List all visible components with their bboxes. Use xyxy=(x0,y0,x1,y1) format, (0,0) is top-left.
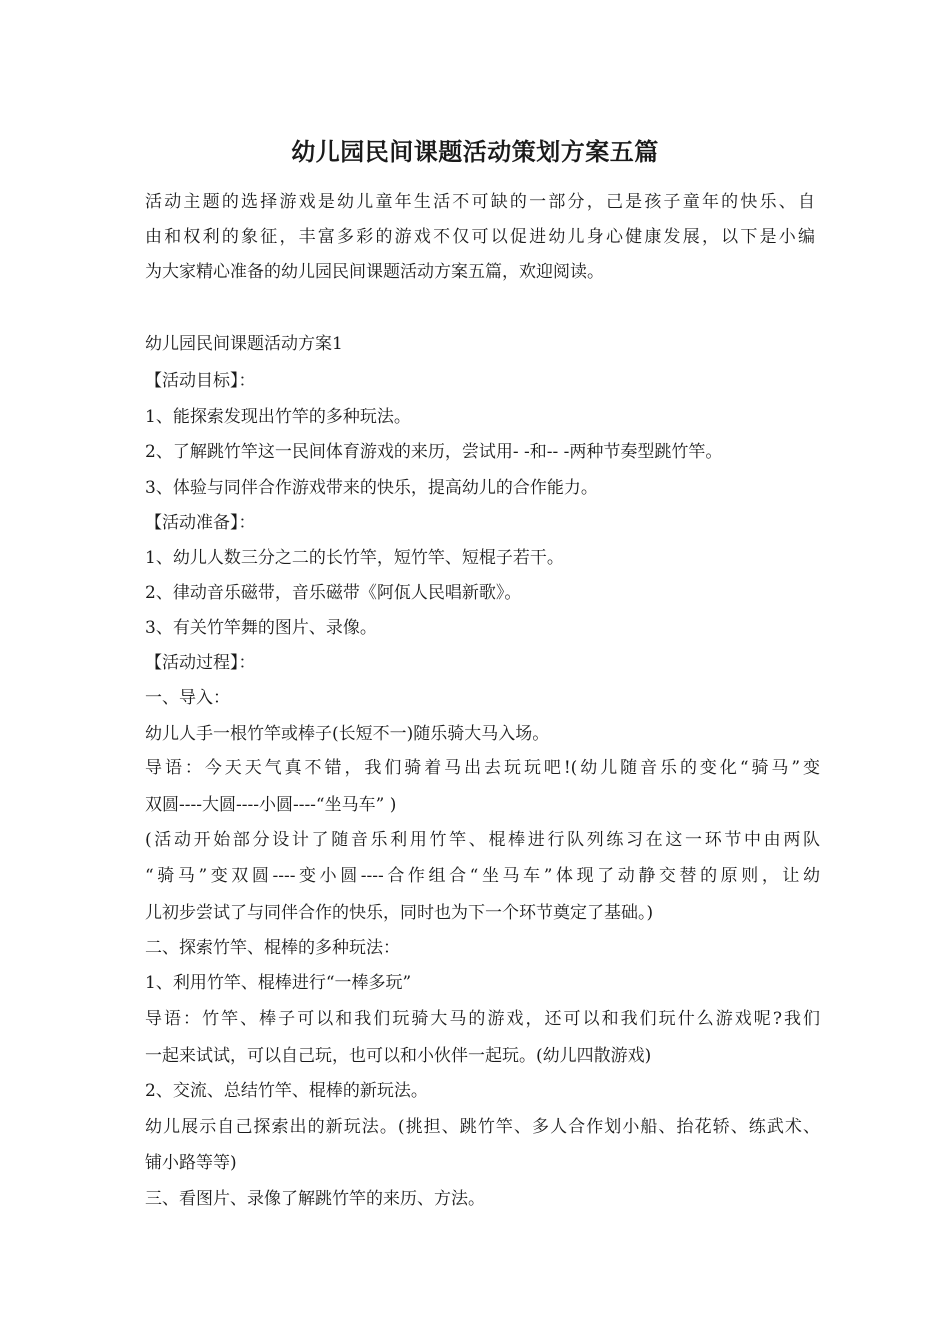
text-line: 三、看图片、录像了解跳竹竿的来历、方法。 xyxy=(145,1189,485,1209)
text-line: 1、能探索发现出竹竿的多种玩法。 xyxy=(145,407,411,427)
text-line: 1、利用竹竿、棍棒进行“一棒多玩” xyxy=(145,973,412,993)
text-line: 一、导入： xyxy=(145,688,230,708)
text-line: 幼儿人手一根竹竿或棒子(长短不一)随乐骑大马入场。 xyxy=(145,724,550,744)
intro-line: 为大家精心准备的幼儿园民间课题活动方案五篇，欢迎阅读。 xyxy=(145,262,604,282)
subsection-heading: 【活动目标】： xyxy=(145,371,256,391)
text-line: 2、律动音乐磁带，音乐磁带《阿佤人民唱新歌》。 xyxy=(145,583,522,603)
text-line: 双圆----大圆----小圆----“坐马车” ) xyxy=(145,795,397,815)
text-line: 幼儿展示自己探索出的新玩法。(挑担、跳竹竿、多人合作划小船、抬花轿、练武术、 xyxy=(145,1117,820,1137)
intro-line: 活动主题的选择游戏是幼儿童年生活不可缺的一部分，己是孩子童年的快乐、自 xyxy=(145,192,815,212)
text-line: 1、幼儿人数三分之二的长竹竿，短竹竿、短棍子若干。 xyxy=(145,548,564,568)
text-line: 3、有关竹竿舞的图片、录像。 xyxy=(145,618,377,638)
text-line: 儿初步尝试了与同伴合作的快乐，同时也为下一个环节奠定了基础。) xyxy=(145,903,654,923)
text-line: 3、体验与同伴合作游戏带来的快乐，提高幼儿的合作能力。 xyxy=(145,478,598,498)
subsection-heading: 【活动准备】： xyxy=(145,513,256,533)
document-title: 幼儿园民间课题活动策划方案五篇 xyxy=(291,137,659,166)
intro-paragraph xyxy=(145,185,815,290)
section-heading: 幼儿园民间课题活动方案1 xyxy=(145,334,343,354)
text-line: 2、了解跳竹竿这一民间体育游戏的来历，尝试用- -和-- -两种节奏型跳竹竿。 xyxy=(145,442,723,462)
text-line: 一起来试试，可以自己玩，也可以和小伙伴一起玩。(幼儿四散游戏) xyxy=(145,1046,652,1066)
text-line: 导语：今天天气真不错，我们骑着马出去玩玩吧!(幼儿随音乐的变化“骑马”变 xyxy=(145,758,820,778)
intro-line: 由和权利的象征，丰富多彩的游戏不仅可以促进幼儿身心健康发展，以下是小编 xyxy=(145,227,815,247)
text-line: 二、探索竹竿、棍棒的多种玩法： xyxy=(145,938,400,958)
text-line: 2、交流、总结竹竿、棍棒的新玩法。 xyxy=(145,1081,428,1101)
text-line: 导语：竹竿、棒子可以和我们玩骑大马的游戏，还可以和我们玩什么游戏呢?我们 xyxy=(145,1009,820,1029)
text-line: 铺小路等等) xyxy=(145,1153,237,1173)
text-line: (活动开始部分设计了随音乐利用竹竿、棍棒进行队列练习在这一环节中由两队 xyxy=(145,830,820,850)
text-line: “骑马”变双圆----变小圆----合作组合“坐马车”体现了动静交替的原则，让幼 xyxy=(145,866,820,886)
subsection-heading: 【活动过程】： xyxy=(145,653,256,673)
